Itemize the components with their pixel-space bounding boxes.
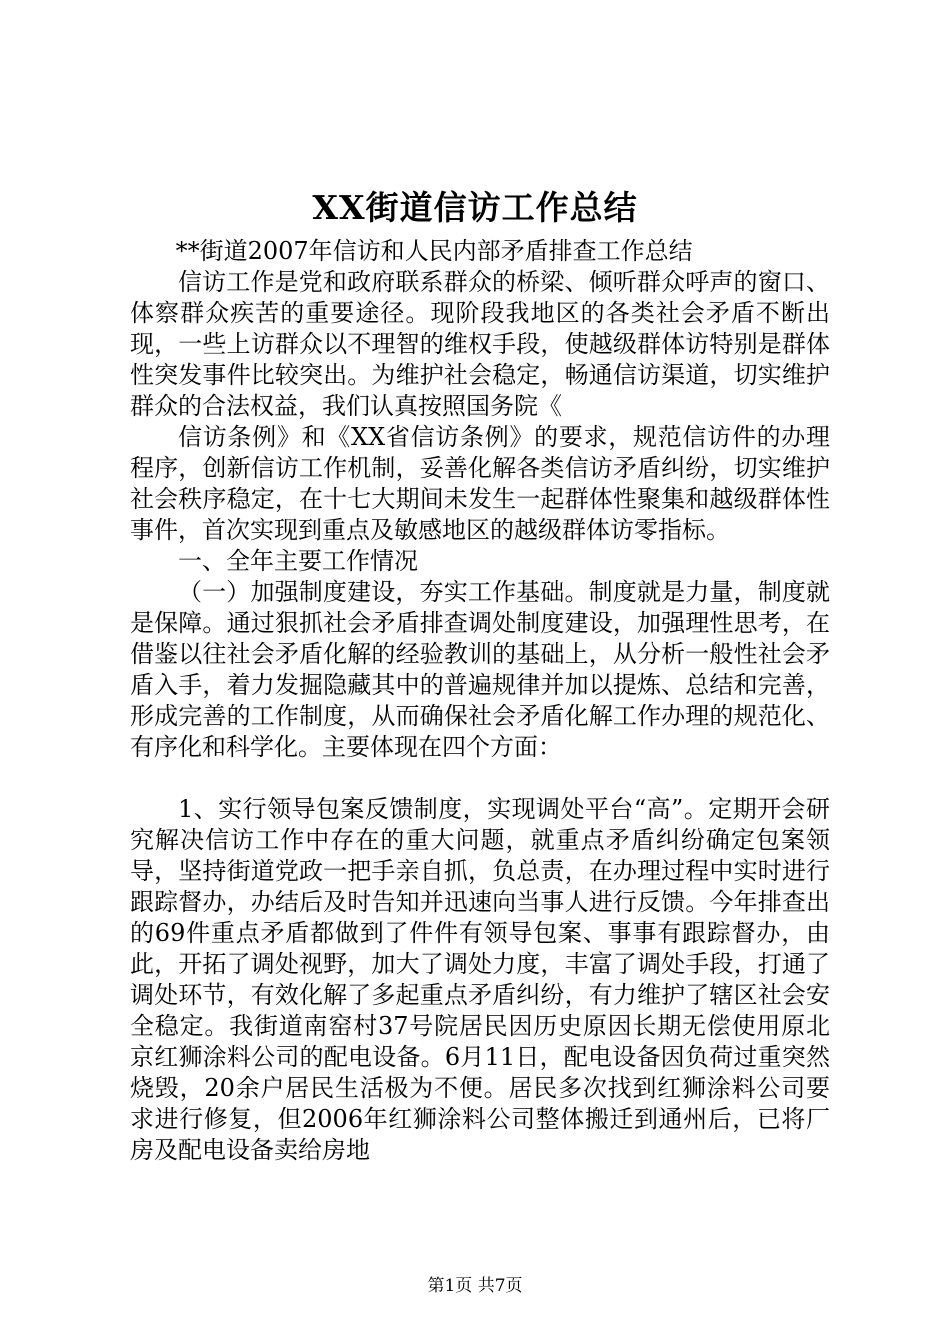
paragraph-intro: 信访工作是党和政府联系群众的桥梁、倾听群众呼声的窗口、体察群众疾苦的重要途径。现阶段我地区的各类社会矛盾不断出现，一些上访群众以不理智的维权手段，使越级群体访特别是群体性突发事件比较突出。为维护社会稳定，畅通信访渠道，切实维护群众的合法权益，我们认真按照国务院《 — [130, 268, 830, 420]
section-heading-1: 一、全年主要工作情况 — [178, 547, 418, 575]
document-body — [130, 236, 830, 1166]
paragraph-regulations: 信访条例》和《XX省信访条例》的要求，规范信访件的办理程序，创新信访工作机制，妥善化解各类信访矛盾纠纷，切实维护社会秩序稳定，在十七大期间未发生一起群体性聚集和越级群体性事件，首次实现到重点及敏感地区的越级群体访零指标。 — [130, 423, 830, 544]
paragraph-system-building: （一）加强制度建设，夯实工作基础。制度就是力量，制度就是保障。通过狠抓社会矛盾排查调处制度建设，加强理性思考，在借鉴以往社会矛盾化解的经验教训的基础上，从分析一般性社会矛盾入手，着力发掘隐藏其中的普遍规律并加以提炼、总结和完善，形成完善的工作制度，从而确保社会矛盾化解工作办理的规范化、有序化和科学化。主要体现在四个方面： — [130, 578, 830, 761]
document-title: XX街道信访工作总结 — [312, 188, 638, 227]
page-number-footer: 第1页 共7页 — [427, 1276, 523, 1296]
paragraph-leadership-system: 1、实行领导包案反馈制度，实现调处平台“高”。定期开会研究解决信访工作中存在的重大问题，就重点矛盾纠纷确定包案领导，坚持街道党政一把手亲自抓，负总责，在办理过程中实时进行跟踪督办，办结后及时告知并迅速向当事人进行反馈。今年排查出的69件重点矛盾都做到了件件有领导包案、事事有跟踪督办，由此，开拓了调处视野，加大了调处力度，丰富了调处手段，打通了调处环节，有效化解了多起重点矛盾纠纷，有力维护了辖区社会安全稳定。我街道南窑村37号院居民因历史原因长期无偿使用原北京红狮涂料公司的配电设备。6月11日，配电设备因负荷过重突然烧毁，20余户居民生活极为不便。居民多次找到红狮涂料公司要求进行修复，但2006年红狮涂料公司整体搬迁到通州后，已将厂房及配电设备卖给房地 — [130, 795, 830, 1164]
document-subtitle: **街道2007年信访和人民内部矛盾排查工作总结 — [175, 237, 693, 265]
